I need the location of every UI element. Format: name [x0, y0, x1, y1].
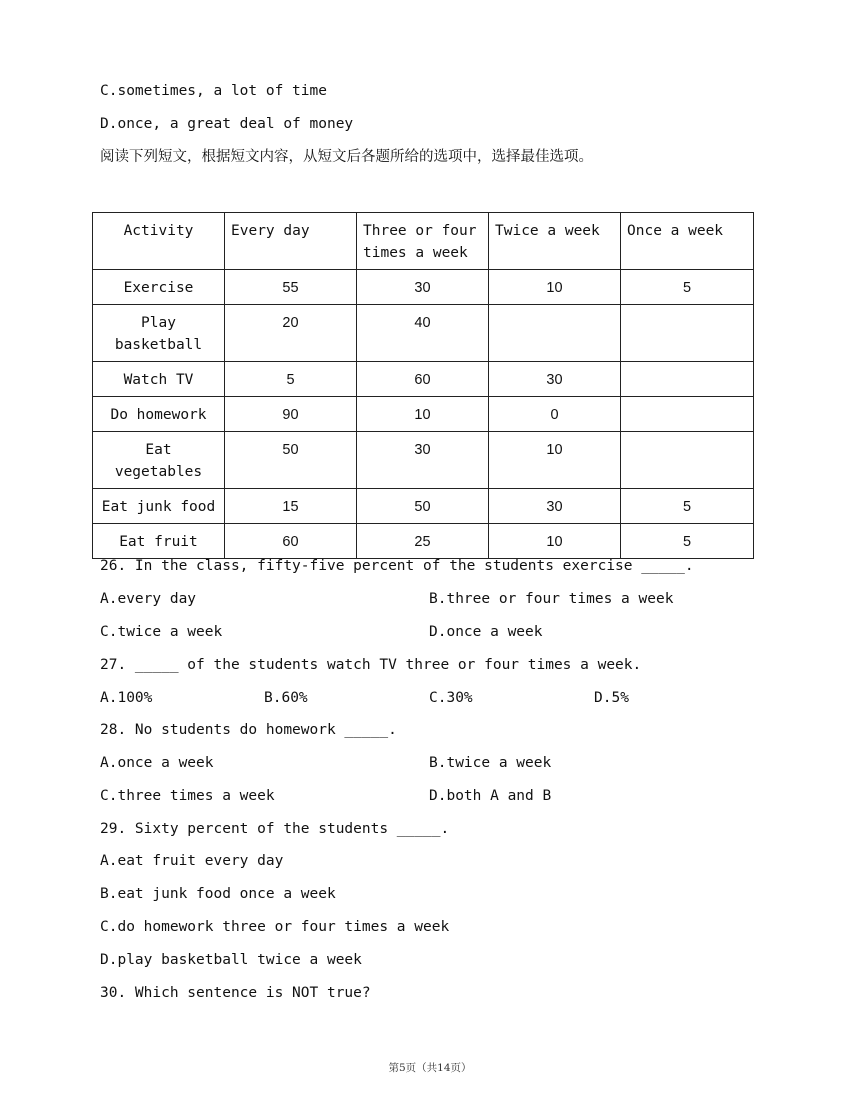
value-cell: 30 — [357, 432, 489, 489]
value-cell: 10 — [489, 524, 621, 559]
q29-option-d[interactable]: D.play basketball twice a week — [100, 952, 362, 968]
value-cell: 30 — [489, 362, 621, 397]
value-cell: 30 — [489, 489, 621, 524]
activity-cell: Watch TV — [93, 362, 225, 397]
survey-table — [92, 212, 754, 559]
q29-option-c[interactable]: C.do homework three or four times a week — [100, 919, 450, 935]
value-cell: 0 — [489, 397, 621, 432]
value-cell: 40 — [357, 305, 489, 362]
value-cell: 20 — [225, 305, 357, 362]
value-cell — [621, 432, 754, 489]
question-26-stem: 26. In the class, fifty-five percent of the students exercise _____. — [100, 558, 694, 574]
value-cell: 10 — [489, 432, 621, 489]
value-cell: 50 — [225, 432, 357, 489]
value-cell — [621, 362, 754, 397]
value-cell — [621, 305, 754, 362]
top-option-c: C.sometimes, a lot of time — [100, 83, 327, 99]
q27-option-d[interactable]: D.5% — [594, 690, 629, 706]
value-cell: 30 — [357, 270, 489, 305]
q28-option-a[interactable]: A.once a week — [100, 755, 214, 771]
header-once: Once a week — [621, 213, 754, 270]
table-row — [93, 489, 754, 524]
header-every-day: Every day — [225, 213, 357, 270]
activity-cell: Eat junk food — [93, 489, 225, 524]
question-29-stem: 29. Sixty percent of the students _____. — [100, 821, 450, 837]
activity-cell: Play basketball — [93, 305, 225, 362]
value-cell: 55 — [225, 270, 357, 305]
q27-option-c[interactable]: C.30% — [429, 690, 473, 706]
table-header-row — [93, 213, 754, 270]
value-cell: 15 — [225, 489, 357, 524]
value-cell — [621, 397, 754, 432]
header-twice: Twice a week — [489, 213, 621, 270]
header-three-or-four: Three or four times a week — [357, 213, 489, 270]
activity-cell: Exercise — [93, 270, 225, 305]
value-cell: 60 — [225, 524, 357, 559]
table-row — [93, 270, 754, 305]
question-28-stem: 28. No students do homework _____. — [100, 722, 397, 738]
table-row — [93, 432, 754, 489]
value-cell: 90 — [225, 397, 357, 432]
activity-cell: Eat vegetables — [93, 432, 225, 489]
header-activity: Activity — [93, 213, 225, 270]
q27-option-a[interactable]: A.100% — [100, 690, 153, 706]
q28-option-d[interactable]: D.both A and B — [429, 788, 552, 804]
activity-cell: Do homework — [93, 397, 225, 432]
question-30-stem: 30. Which sentence is NOT true? — [100, 985, 371, 1001]
q26-option-a[interactable]: A.every day — [100, 591, 197, 607]
value-cell: 60 — [357, 362, 489, 397]
table-row — [93, 524, 754, 559]
reading-instruction: 阅读下列短文，根据短文内容，从短文后各题所给的选项中，选择最佳选项。 — [100, 149, 593, 165]
page-footer: 第5页（共14页） — [388, 1062, 472, 1074]
q28-option-c[interactable]: C.three times a week — [100, 788, 275, 804]
activity-cell: Eat fruit — [93, 524, 225, 559]
table-row — [93, 397, 754, 432]
value-cell: 10 — [357, 397, 489, 432]
table-row — [93, 305, 754, 362]
table-row — [93, 362, 754, 397]
q26-option-b[interactable]: B.three or four times a week — [429, 591, 674, 607]
value-cell: 5 — [225, 362, 357, 397]
value-cell: 50 — [357, 489, 489, 524]
q29-option-b[interactable]: B.eat junk food once a week — [100, 886, 336, 902]
value-cell: 5 — [621, 489, 754, 524]
q27-option-b[interactable]: B.60% — [264, 690, 308, 706]
value-cell: 5 — [621, 524, 754, 559]
value-cell: 5 — [621, 270, 754, 305]
q28-option-b[interactable]: B.twice a week — [429, 755, 552, 771]
value-cell: 10 — [489, 270, 621, 305]
top-option-d: D.once, a great deal of money — [100, 116, 354, 132]
q29-option-a[interactable]: A.eat fruit every day — [100, 853, 284, 869]
value-cell: 25 — [357, 524, 489, 559]
question-27-stem: 27. _____ of the students watch TV three or four times a week. — [100, 657, 642, 673]
q26-option-c[interactable]: C.twice a week — [100, 624, 223, 640]
value-cell — [489, 305, 621, 362]
q26-option-d[interactable]: D.once a week — [429, 624, 543, 640]
